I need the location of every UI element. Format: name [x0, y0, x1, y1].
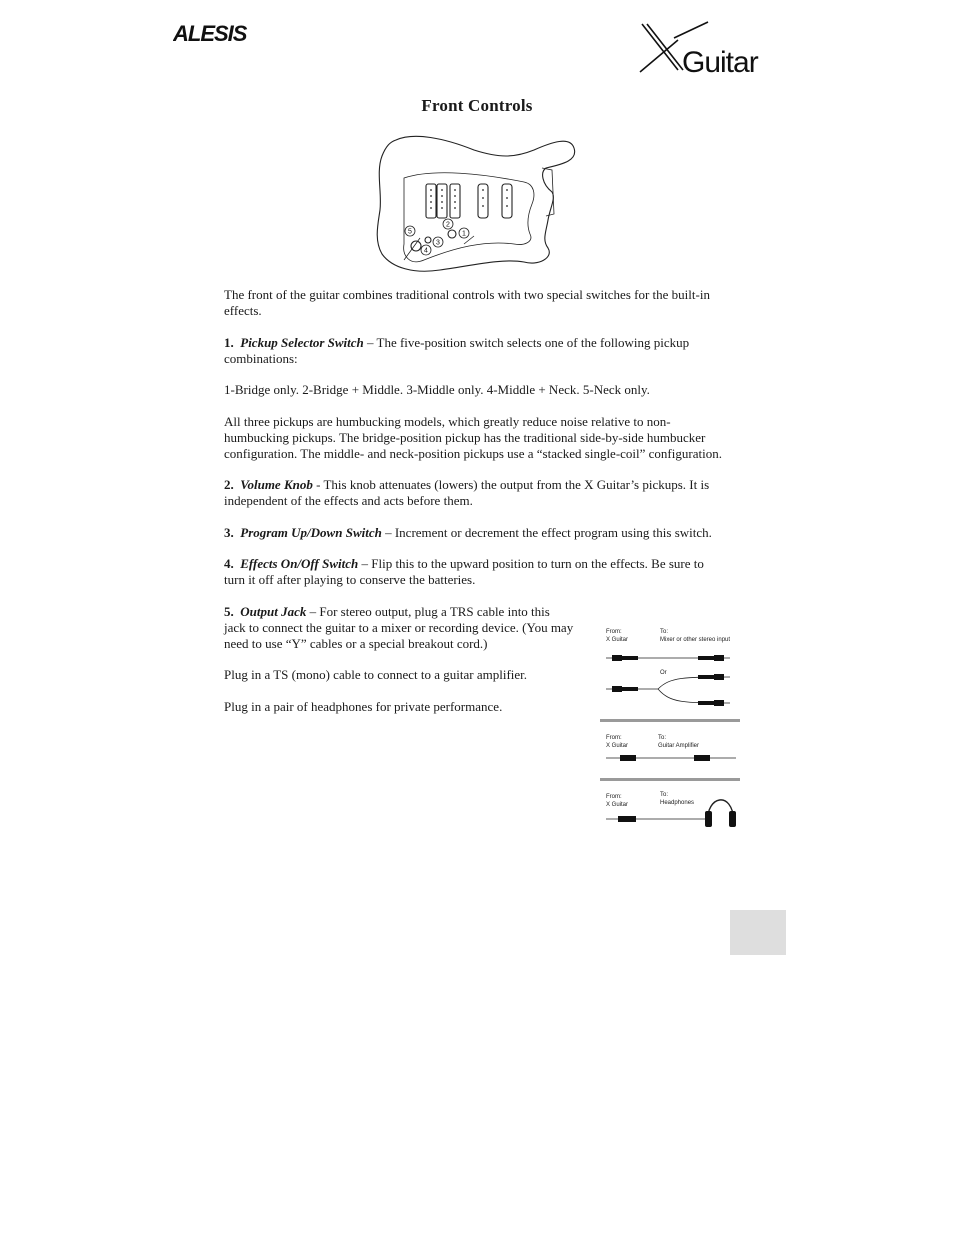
ts-paragraph: Plug in a TS (mono) cable to connect to a guitar amplifier.	[224, 667, 528, 682]
item-description: – For stereo output, plug a TRS cable into this jack to connect the guitar to a mixer or recording device. (You may need to use “Y” cables or a special breakout cord.)	[224, 603, 574, 651]
svg-text:Headphones: Headphones	[660, 800, 695, 806]
y-cable-icon	[606, 674, 730, 706]
amp-connection	[606, 735, 736, 761]
callout-5	[405, 226, 415, 236]
item-number: 5.	[224, 603, 234, 619]
headphones-connection	[606, 792, 736, 827]
svg-text:From:: From:	[606, 735, 622, 741]
headphones-icon	[705, 800, 736, 827]
guitar-front-illustration	[374, 128, 580, 276]
item-number: 2.	[224, 477, 234, 492]
item-number: 1.	[224, 334, 234, 350]
headphone-cable-icon	[606, 816, 710, 822]
page-tab	[730, 910, 786, 955]
item-program-switch	[224, 525, 724, 541]
item-volume-knob	[224, 477, 724, 509]
svg-text:Mixer or other stereo input: Mixer or other stereo input	[660, 637, 731, 643]
item-description: – Flip this to the upward position to turn on the effects. Be sure to turn it off after playing to conserve the batteries.	[224, 556, 704, 587]
item-effects-switch	[224, 556, 724, 588]
svg-text:To:: To:	[660, 792, 669, 798]
svg-text:Guitar Amplifier: Guitar Amplifier	[658, 743, 700, 749]
stereo-connection	[606, 629, 730, 706]
item-term: Pickup Selector Switch	[240, 334, 364, 350]
svg-text:5: 5	[408, 228, 412, 236]
alesis-logo-text: ALESIS	[173, 21, 247, 46]
item-term: Effects On/Off Switch	[240, 556, 359, 571]
svg-text:X Guitar: X Guitar	[606, 802, 629, 808]
callout-4	[421, 245, 431, 255]
svg-text:2: 2	[446, 221, 450, 229]
page-title: Front Controls	[421, 96, 533, 115]
item-number: 3.	[224, 524, 234, 540]
cable-connection-diagram	[598, 625, 748, 835]
alesis-logo	[173, 20, 283, 46]
callout-3	[433, 237, 443, 247]
divider	[600, 719, 740, 722]
svg-text:1: 1	[462, 230, 466, 238]
callout-2	[443, 219, 453, 229]
item-pickup-selector	[224, 335, 724, 367]
item-output-jack	[224, 604, 574, 652]
svg-text:4: 4	[424, 247, 428, 255]
svg-text:From:: From:	[606, 629, 622, 635]
item-description: - This knob attenuates (lowers) the output from the X Guitar’s pickups. It is independent of the effects and acts before them.	[224, 477, 710, 508]
item-description: – Increment or decrement the effect program using this switch.	[381, 524, 712, 540]
xguitar-logo-word: Guitar	[682, 46, 758, 76]
svg-text:X Guitar: X Guitar	[606, 637, 629, 643]
trs-cable-icon	[606, 655, 730, 661]
svg-text:From:: From:	[606, 794, 622, 800]
svg-text:To:: To:	[660, 629, 669, 635]
item-term: Program Up/Down Switch	[240, 524, 382, 540]
svg-text:3: 3	[436, 239, 440, 247]
item-number: 4.	[224, 556, 234, 571]
svg-text:Or: Or	[660, 670, 667, 676]
xguitar-logo	[638, 20, 773, 76]
headphones-paragraph: Plug in a pair of headphones for private performance.	[224, 698, 503, 714]
divider	[600, 778, 740, 781]
ts-cable-icon	[606, 755, 736, 761]
humbucking-paragraph: All three pickups are humbucking models, which greatly reduce noise relative to non-humbucking pickups. The bridge-position pickup has the traditional side-by-side humbucker configuration. The middle- and neck-position pickups use a “stacked single-coil” configuration.	[224, 413, 722, 461]
intro-paragraph: The front of the guitar combines traditional controls with two special switches for the built-in effects.	[224, 287, 710, 318]
pickup-combinations: 1-Bridge only. 2-Bridge + Middle. 3-Middle only. 4-Middle + Neck. 5-Neck only.	[224, 382, 650, 397]
svg-text:To:: To:	[658, 735, 667, 741]
item-description: – The five-position switch selects one of the following pickup combinations:	[224, 334, 690, 366]
item-term: Volume Knob	[240, 477, 313, 492]
svg-text:X Guitar: X Guitar	[606, 743, 629, 749]
callout-1	[459, 228, 469, 238]
item-term: Output Jack	[240, 603, 307, 619]
